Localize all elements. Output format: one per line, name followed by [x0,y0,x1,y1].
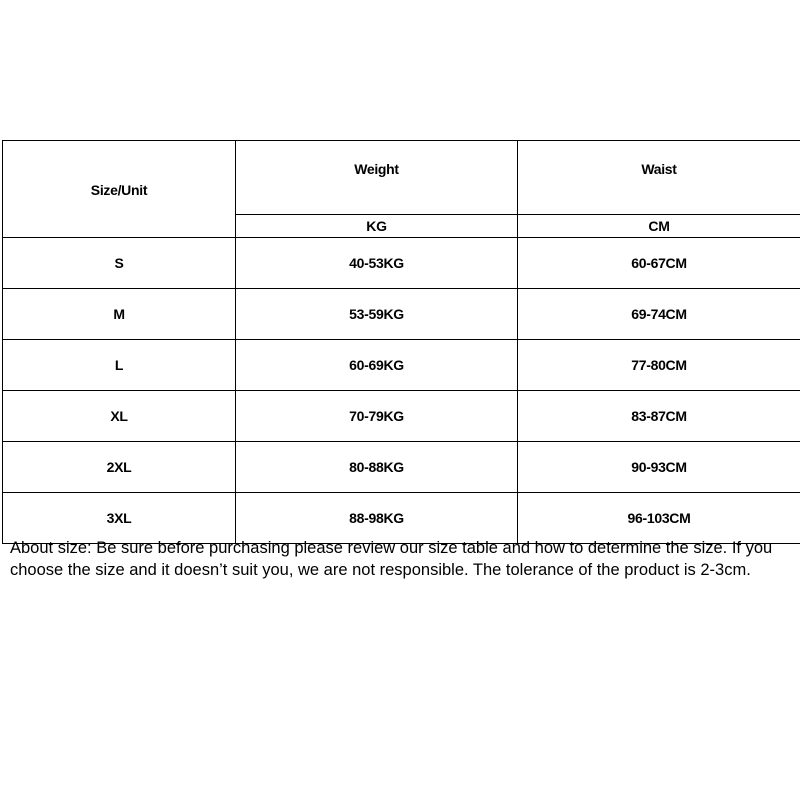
waist-cell: 69-74CM [518,289,800,340]
waist-cell: 60-67CM [518,238,800,289]
waist-cell: 90-93CM [518,442,800,493]
size-cell: 2XL [3,442,236,493]
weight-cell: 70-79KG [236,391,518,442]
size-unit-header: Size/Unit [3,141,236,238]
table-row [3,340,800,391]
table-row [3,289,800,340]
table-row [3,442,800,493]
weight-cell: 40-53KG [236,238,518,289]
weight-header: Weight [236,141,518,215]
size-cell: L [3,340,236,391]
size-table [2,140,800,544]
waist-cell: 83-87CM [518,391,800,442]
waist-header: Waist [518,141,800,215]
waist-unit-header: CM [518,215,800,238]
size-cell: XL [3,391,236,442]
table-row [3,493,800,544]
weight-cell: 60-69KG [236,340,518,391]
size-cell: M [3,289,236,340]
waist-cell: 96-103CM [518,493,800,544]
weight-cell: 80-88KG [236,442,518,493]
weight-unit-header: KG [236,215,518,238]
size-cell: S [3,238,236,289]
size-disclaimer-note: About size: Be sure before purchasing please review our size table and how to determine the size. If you choose the size and it doesn’t suit you, we are not responsible. The tolerance of the product is 2-3cm. [10,539,773,579]
header-row [3,141,800,215]
weight-cell: 88-98KG [236,493,518,544]
table-row [3,238,800,289]
size-cell: 3XL [3,493,236,544]
table-row [3,391,800,442]
waist-cell: 77-80CM [518,340,800,391]
weight-cell: 53-59KG [236,289,518,340]
